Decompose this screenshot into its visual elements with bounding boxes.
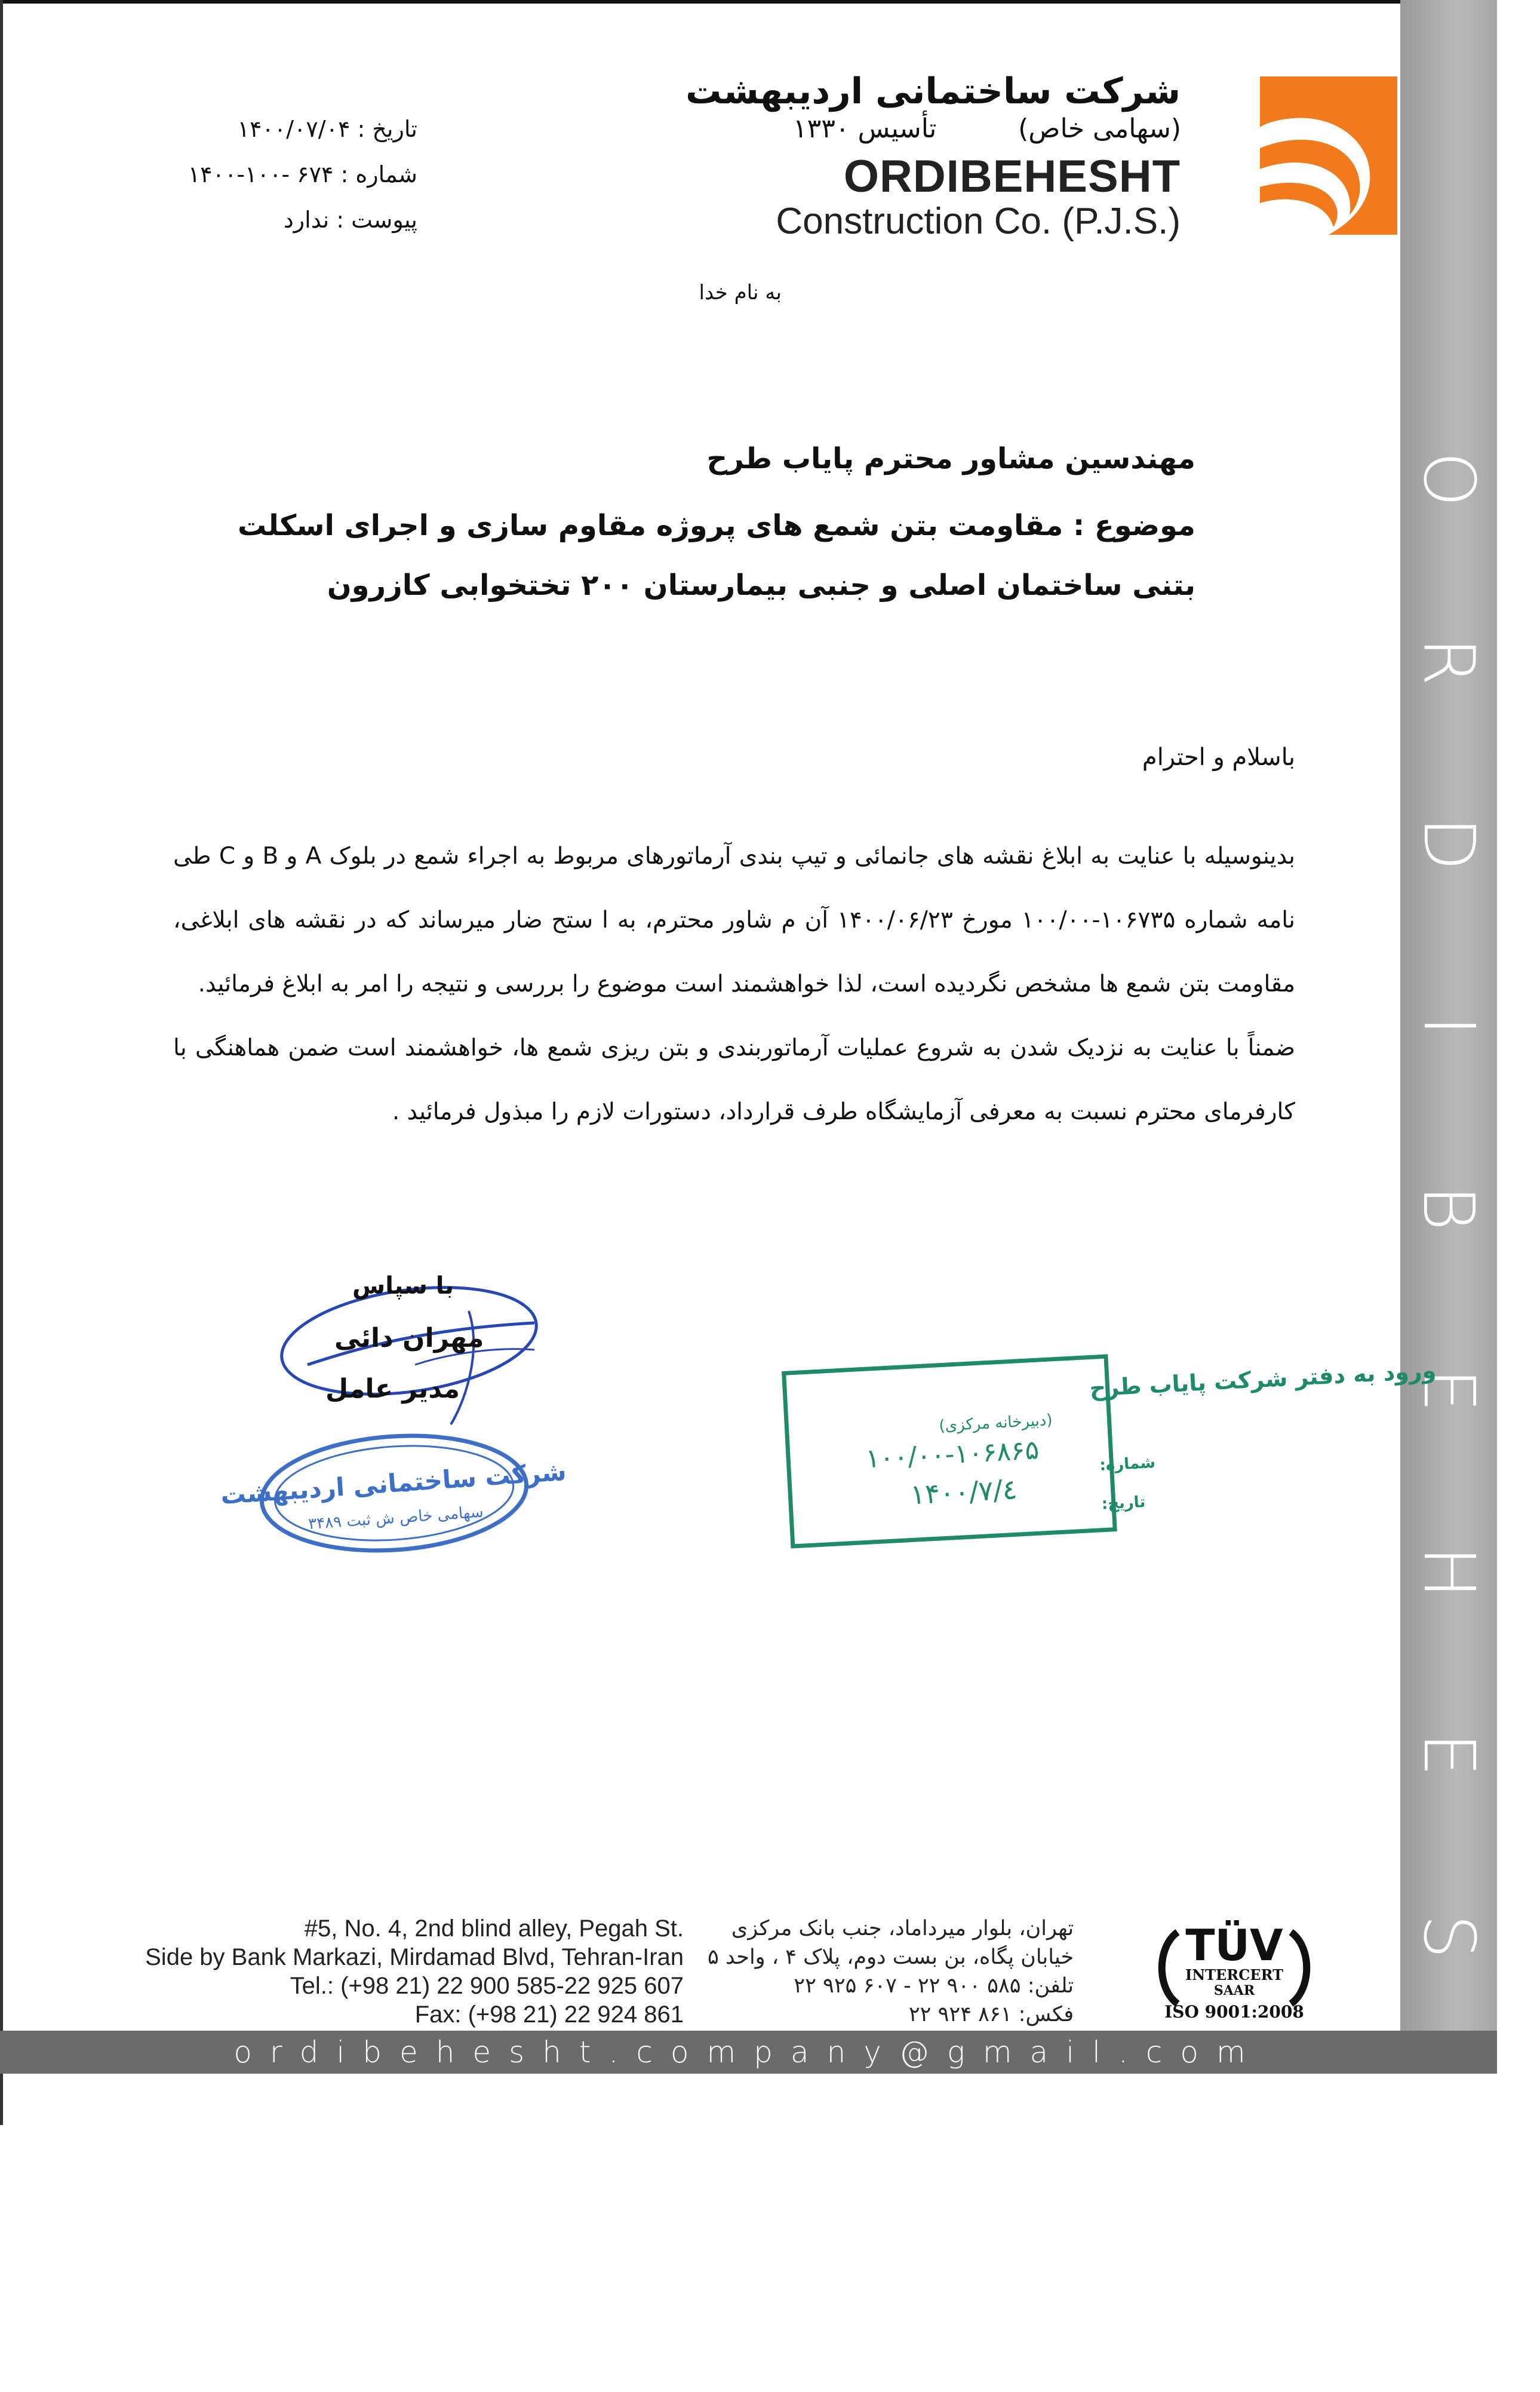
side-letter: S (1407, 1914, 1490, 1959)
address-fa-line: فکس: ۸۶۱ ۹۲۴ ۲۲ (908, 2003, 1074, 2026)
address-en-line: Tel.: (+98 21) 22 900 585-22 925 607 (290, 1973, 684, 1999)
stamp-number-value: ۱۰۰/۰۰-۱۰۶۸۶۵ (865, 1435, 1040, 1475)
letter-attachment: پیوست : ندارد (283, 207, 417, 233)
subject: موضوع : مقاومت بتن شمع های پروژه مقاوم سازی و اجرای اسکلت بتنی ساختمان اصلی و جنبی بیمارستان ۲۰۰ تختخوابی کازرون (237, 509, 1195, 602)
address-fa-line: تلفن: ۵۸۵ ۹۰۰ ۲۲ - ۶۰۷ ۹۲۵ ۲۲ (794, 1974, 1074, 1998)
stamp-title: ورود به دفتر شرکت پایاب طرح (1089, 1357, 1437, 1402)
stamp-subtitle: (دبیرخانه مرکزی) (938, 1411, 1053, 1435)
email-bar (0, 2031, 1497, 2074)
company-type: (سهامی خاص) (1018, 113, 1181, 144)
company-logo-icon (1257, 76, 1397, 235)
side-letter: R (1407, 637, 1490, 686)
side-letter: T (1407, 2279, 1490, 2323)
seal-blue-line2: سهامی خاص ش ثبت ۳۴۸۹ (308, 1503, 484, 1534)
letter-body (173, 824, 1295, 1144)
greeting: باسلام و احترام (1142, 744, 1295, 771)
company-founded: تأسیس ۱۳۳۰ (793, 113, 937, 144)
address-fa-line: خیابان پگاه، بن بست دوم، پلاک ۴ ، واحد ۵ (708, 1945, 1074, 1969)
side-letter: D (1407, 816, 1490, 871)
address-en-line: Fax: (+98 21) 22 924 861 (414, 2001, 684, 2028)
stamp-date-value: ۱۴۰۰/۷/٤ (909, 1473, 1018, 1511)
company-name-en: ORDIBEHESHT (843, 151, 1181, 202)
tuv-brand: TÜV (1185, 1920, 1283, 1970)
company-seal (219, 1427, 567, 1559)
side-letter: E (1407, 1732, 1490, 1777)
letter-meta (188, 106, 417, 242)
company-subtitle-fa (793, 113, 1181, 144)
paragraph-2: ضمناً با عنایت به نزدیک شدن به شروع عملیات آرماتوربندی و بتن ریزی شمع ها، خواهشمند است ضمن هماهنگی با کارفرمای محترم نسبت به معرفی آزمایشگاه طرف قرارداد، دستورات لازم را مبذول فرمائید . (173, 1034, 1295, 1125)
signer-name: مهران دائی (334, 1323, 484, 1353)
closing: با سپاس (352, 1272, 454, 1300)
iso-label: ISO 9001:2008 (1164, 2002, 1304, 2022)
email-link[interactable]: ordibehesht.company@gmail.com (233, 2035, 1264, 2069)
side-letter: O (1407, 452, 1490, 507)
address-en (145, 1914, 684, 2029)
company-name-fa: شرکت ساختمانی اردیبهشت (686, 70, 1181, 112)
company-name-en-sub: Construction Co. (P.J.S.) (776, 201, 1181, 242)
reception-stamp (782, 1350, 1437, 1556)
address-fa (708, 1914, 1074, 2029)
left-edge (0, 0, 3, 2125)
side-letter: H (1407, 1546, 1490, 1599)
stamp-date-label: تاریخ: (1101, 1493, 1146, 1513)
side-letter: I (1407, 1015, 1490, 1036)
side-brand-band (1400, 0, 1497, 2323)
recipient: مهندسین مشاور محترم پایاب طرح (706, 442, 1195, 475)
address-fa-line: تهران، بلوار میرداماد، جنب بانک مرکزی (731, 1917, 1074, 1940)
seal-blue-line1: شرکت ساختمانی اردیبهشت (219, 1456, 567, 1510)
address-en-line: #5, No. 4, 2nd blind alley, Pegah St. (304, 1915, 684, 1942)
side-letter: E (1407, 1368, 1490, 1413)
paragraph-1: بدینوسیله با عنایت به ابلاغ نقشه های جانمائی و تیپ بندی آرماتورهای مربوط به اجراء شمع در بلوک A و B و C طی نامه شماره ۱۰۶۷۳۵-۱۰۰/۰۰ مورخ ۱۴۰۰/۰۶/۲۳ آن م شاور محترم، به ا ستح ضار میرساند که در نقشه های ابلاغی، مقاومت بتن شمع ها مشخص نگردیده است، لذا خواهشمند است موضوع را بررسی و نتیجه را امر به ابلاغ فرمائید. (173, 843, 1295, 997)
letter-date: تاریخ : ۱۴۰۰/۰۷/۰۴ (237, 116, 417, 142)
side-letter: H (1407, 2092, 1490, 2145)
signer-title: مدیر عامل (325, 1374, 460, 1404)
bismillah: به نام خدا (699, 281, 782, 305)
tuv-line2: SAAR (1213, 1983, 1255, 1998)
address-en-line: Side by Bank Markazi, Mirdamad Blvd, Tehran-Iran (145, 1944, 684, 1970)
tuv-line1: INTERCERT (1185, 1966, 1284, 1983)
top-edge (0, 0, 1497, 4)
side-letter: B (1407, 1184, 1490, 1232)
stamp-number-label: شماره: (1099, 1453, 1156, 1475)
letter-number: شماره : ۶۷۴ -۱۰۰-۱۴۰۰ (187, 161, 417, 188)
side-letters (1400, 388, 1497, 2392)
